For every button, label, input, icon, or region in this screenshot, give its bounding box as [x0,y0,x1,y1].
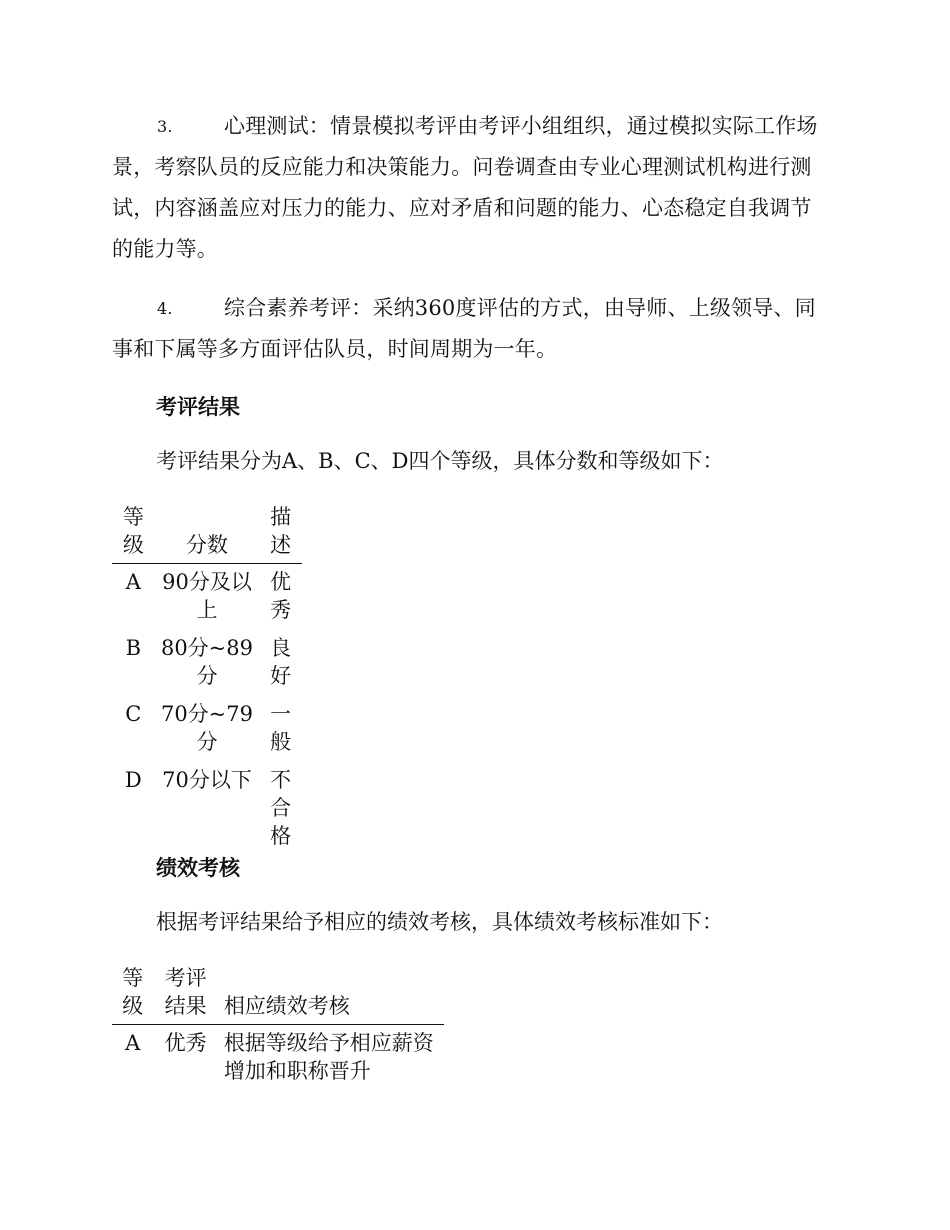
section-intro-results: 考评结果分为A、B、C、D四个等级，具体分数和等级如下： [156,449,724,473]
list-item-title: 心理测试： [224,114,330,138]
table-cell: A [125,1031,141,1055]
table-cell: C [125,702,142,726]
table-header-cell: 等级 [112,964,154,1025]
table-row [112,630,302,696]
table-cell: 优秀 [270,570,292,622]
grade-table [112,503,302,856]
list-item-text: 采纳360度评估的方式，由导师、上级领导、同事和下属等多方面评估队员，时间周期为一年。 [112,296,816,361]
table-header-cell: 分数 [155,503,260,564]
table-header-cell: 考评结果 [154,964,218,1025]
table-cell: D [124,768,142,792]
list-item-4: 4. 综合素养考评：采纳360度评估的方式，由导师、上级领导、同事和下属等多方面评估队员，时间周期为一年。 [112,296,816,361]
table-cell: 优秀 [164,1031,207,1055]
table-cell: 90分及以上 [162,570,252,622]
list-item-title: 综合素养考评： [224,296,373,320]
table-header-row [112,503,302,564]
table-cell: B [125,636,142,660]
table-row [112,762,302,856]
table-cell: 不合格 [270,768,292,848]
section-heading-performance: 绩效考核 [156,855,240,880]
table-row [112,564,302,631]
section-intro-performance: 根据考评结果给予相应的绩效考核，具体绩效考核标准如下： [156,910,723,934]
table-cell: 80分~89分 [160,636,253,688]
list-item-3: 3. 心理测试：情景模拟考评由考评小组组织，通过模拟实际工作场景，考察队员的反应能力和决策能力。问卷调查由专业心理测试机构进行测试，内容涵盖应对压力的能力、应对矛盾和问题的能力、心态稳定自我调节的能力等。 [112,114,818,261]
section-heading-results: 考评结果 [156,394,240,419]
list-item-text: 情景模拟考评由考评小组组织，通过模拟实际工作场景，考察队员的反应能力和决策能力。问卷调查由专业心理测试机构进行测试，内容涵盖应对压力的能力、应对矛盾和问题的能力、心态稳定自我调节的能力等。 [112,114,818,261]
table-cell: 70分以下 [162,768,252,792]
table-header-cell: 等级 [112,503,155,564]
table-cell: A [125,570,141,594]
table-header-cell: 描述 [259,503,302,564]
table-row [112,696,302,762]
table-header-row [112,964,444,1025]
table-cell: 70分~79分 [160,702,253,754]
performance-table [112,964,444,1091]
table-header-cell: 相应绩效考核 [218,964,444,1025]
table-cell: 一般 [270,702,292,754]
table-row [112,1025,444,1092]
table-cell: 根据等级给予相应薪资增加和职称晋升 [223,1031,434,1083]
table-cell: 良好 [270,636,292,688]
